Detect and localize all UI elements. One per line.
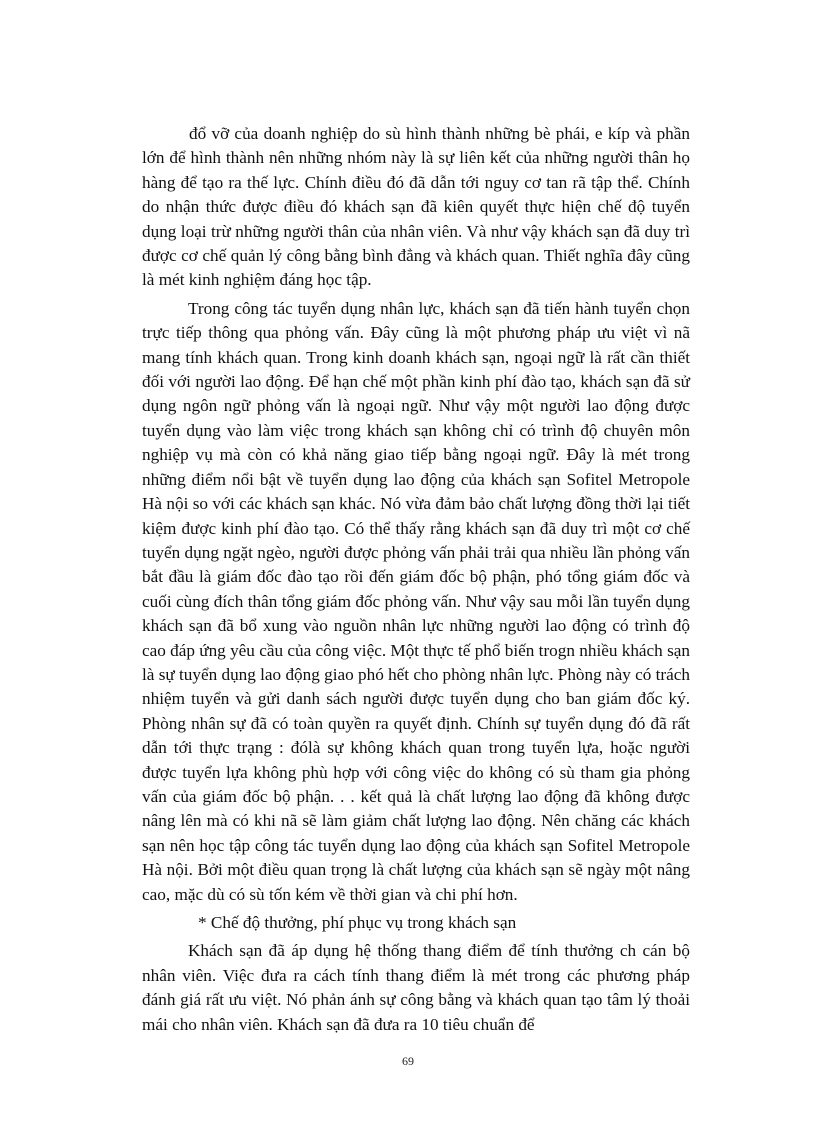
- paragraph-recruitment-principles: đổ vỡ của doanh nghiệp do sù hình thành những bè phái, e kíp và phần lớn để hình thành nên những nhóm này là sự liên kết của những người thân họ hàng để tạo ra thế lực. Chính điều đó đã dẫn tới nguy cơ tan rã tập thể. Chính do nhận thức được điều đó khách sạn đã kiên quyết thực hiện chế độ tuyển dụng loại trừ những người thân của nhân viên. Và như vậy khách sạn đã duy trì được cơ chế quản lý công bằng bình đẳng và khách quan. Thiết nghĩa đây cũng là mét kinh nghiệm đáng học tập.: [142, 124, 690, 290]
- paragraph-interview-recruitment: Trong công tác tuyển dụng nhân lực, khách sạn đã tiến hành tuyển chọn trực tiếp thông qua phỏng vấn. Đây cũng là một phương pháp ưu việt vì nã mang tính khách quan. Trong kinh doanh khách sạn, ngoại ngữ là rất cần thiết đối với người lao động. Để hạn chế một phần kinh phí đào tạo, khách sạn đã sử dụng ngôn ngữ phỏng vấn là ngoại ngữ. Như vậy một người lao động được tuyển dụng vào làm việc trong khách sạn không chỉ có trình độ chuyên môn nghiệp vụ mà còn có khả năng giao tiếp bằng ngoại ngữ. Đây là mét trong những điểm nổi bật về tuyển dụng lao động của khách sạn Sofitel Metropole Hà nội so với các khách sạn khác. Nó vừa đảm bảo chất lượng đồng thời lại tiết kiệm được kinh phí đào tạo. Có thể thấy rằng khách sạn đã duy trì một cơ chế tuyển dụng ngặt ngèo, người được phỏng vấn phải trải qua nhiều lần phỏng vấn bắt đầu là giám đốc đào tạo rồi đến giám đốc bộ phận, phó tổng giám đốc và cuối cùng đích thân tổng giám đốc phỏng vấn. Như vậy sau mỗi lần tuyển dụng khách sạn đã bổ xung vào nguồn nhân lực những người lao động có trình độ cao đáp ứng yêu cầu của công việc. Một thực tế phổ biến trogn nhiều khách sạn là sự tuyển dụng lao động giao phó hết cho phòng nhân lực. Phòng này có trách nhiệm tuyển và gửi danh sách người được tuyển dụng cho ban giám đốc ký. Phòng nhân sự đã có toàn quyền ra quyết định. Chính sự tuyển dụng đó đã rất dẫn tới thực trạng : đólà sự không khách quan trong tuyển lựa, hoặc người được tuyển lựa không phù hợp với công việc do không có sù tham gia phỏng vấn của giám đốc bộ phận. . . kết quả là chất lượng lao động đã không được nâng lên mà có khi nã sẽ làm giảm chất lượng lao động. Nên chăng các khách sạn nên học tập công tác tuyển dụng lao động của khách sạn Sofitel Metropole Hà nội. Bởi một điều quan trọng là chất lượng của khách sạn sẽ ngày một nâng cao, mặc dù có sù tốn kém về thời gian và chi phí hơn.: [142, 298, 690, 904]
- section-heading: * Chế độ thưởng, phí phục vụ trong khách sạn: [198, 913, 517, 932]
- document-page: [142, 122, 690, 1037]
- page-number: 69: [402, 1054, 414, 1068]
- paragraph-reward-system: Khách sạn đã áp dụng hệ thống thang điểm để tính thưởng ch cán bộ nhân viên. Việc đưa ra cách tính thang điểm là mét trong các phương pháp đánh giá rất ưu việt. Nó phản ánh sự công bằng và khách quan tạo tâm lý thoải mái cho nhân viên. Khách sạn đã đưa ra 10 tiêu chuẩn để: [142, 941, 690, 1034]
